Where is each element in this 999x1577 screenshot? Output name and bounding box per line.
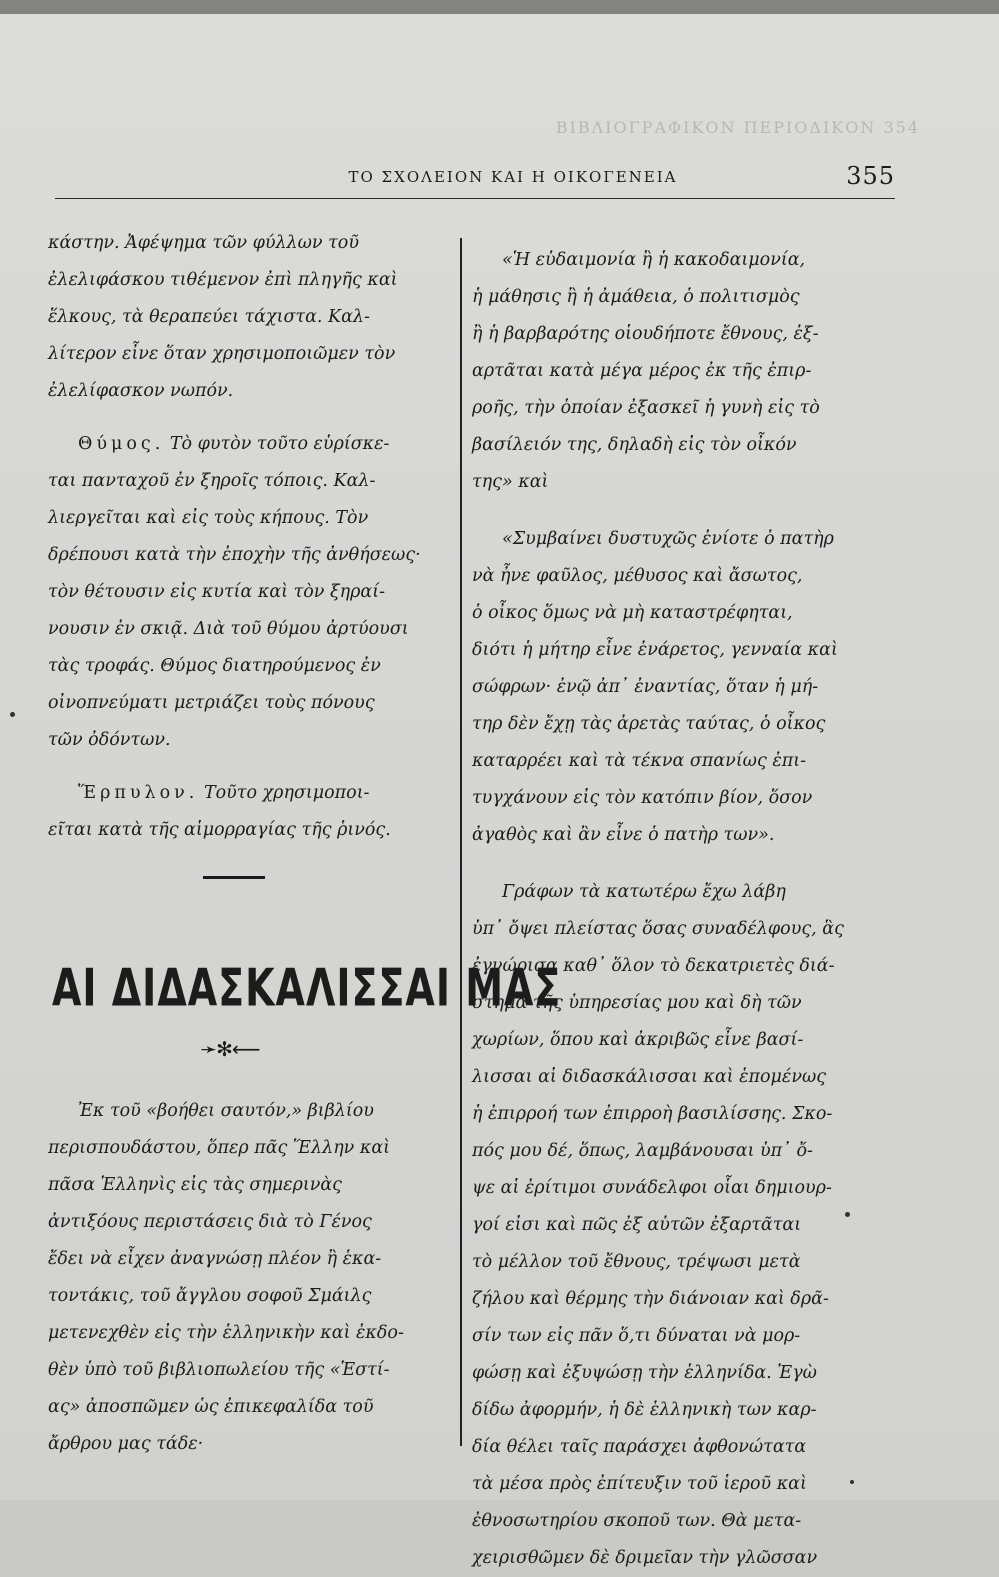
text-line: ἔδει νὰ εἶχεν ἀναγνώσῃ πλέον ἢ ἑκα- (48, 1249, 382, 1269)
header-rule (55, 198, 895, 199)
left-column (48, 225, 448, 849)
text-line: λίτερον εἶνε ὅταν χρησιμοποιῶμεν τὸν (48, 344, 396, 364)
entry-text: Τὸ φυτὸν τοῦτο εὑρίσκε- (164, 434, 390, 454)
paragraph-herpylon (48, 775, 448, 849)
title-ornament: ➛✻⟵ (200, 1037, 260, 1061)
ink-speck (10, 712, 15, 717)
running-head: ΤΟ ΣΧΟΛΕΙΟΝ ΚΑΙ Η ΟΙΚΟΓΕΝΕΙΑ (348, 168, 678, 186)
quote-paragraph-2 (472, 521, 892, 854)
text-line: διότι ἡ μήτηρ εἶνε ἐνάρετος, γενναία καὶ (472, 640, 838, 660)
text-line: τὰ μέσα πρὸς ἐπίτευξιν τοῦ ἱεροῦ καὶ (472, 1474, 807, 1494)
text-line: δία θέλει ταῖς παράσχει ἀφθονώτατα (472, 1437, 807, 1457)
text-line: ἕλκους, τὰ θεραπεύει τάχιστα. Καλ- (48, 307, 370, 327)
text-line: κάστην. Ἀφέψημα τῶν φύλλων τοῦ (48, 233, 359, 253)
text-line: δίδω ἀφορμήν, ἡ δὲ ἑλληνικὴ των καρ- (472, 1400, 817, 1420)
text-line: τηρ δὲν ἔχῃ τὰς ἀρετὰς ταύτας, ὁ οἶκος (472, 714, 826, 734)
entry-term: Ἕρπυλον. (78, 783, 199, 803)
text-line: ἄρθρου μας τάδε· (48, 1434, 204, 1454)
text-line: μετενεχθὲν εἰς τὴν ἑλληνικὴν καὶ ἐκδο- (48, 1323, 404, 1343)
text-line: «Ἡ εὐδαιμονία ἢ ἡ κακοδαιμονία, (502, 250, 806, 270)
text-line: τῶν ὀδόντων. (48, 730, 171, 750)
text-line: τὸν θέτουσιν εἰς κυτία καὶ τὸν ξηραί- (48, 582, 386, 602)
paragraph-intro (48, 1093, 448, 1463)
text-line: καταρρέει καὶ τὰ τέκνα σπανίως ἐπι- (472, 751, 806, 771)
text-line: ἐλελίφασκον νωπόν. (48, 381, 234, 401)
text-line: ψε αἱ ἐρίτιμοι συνάδελφοι οἷαι δημιουρ- (472, 1178, 832, 1198)
text-line: νὰ ἦνε φαῦλος, μέθυσος καὶ ἄσωτος, (472, 566, 803, 586)
text-line: Γράφων τὰ κατωτέρω ἔχω λάβη (502, 882, 786, 902)
text-line: φώσῃ καὶ ἐξυψώσῃ τὴν ἑλληνίδα. Ἐγὼ (472, 1363, 817, 1383)
text-line: χειρισθῶμεν δὲ δριμεῖαν τὴν γλῶσσαν (472, 1548, 818, 1568)
text-line: ζήλου καὶ θέρμης τὴν διάνοιαν καὶ δρᾶ- (472, 1289, 829, 1309)
text-line: Ἐκ τοῦ «βοήθει σαυτόν,» βιβλίου (78, 1101, 374, 1121)
text-line: τοντάκις, τοῦ ἄγγλου σοφοῦ Σμάιλς (48, 1286, 372, 1306)
left-column-article (48, 1093, 448, 1463)
text-line: ἀγαθὸς καὶ ἂν εἶνε ὁ πατὴρ των». (472, 825, 775, 845)
text-line: αρτᾶται κατὰ μέγα μέρος ἐκ τῆς ἐπιρ- (472, 361, 812, 381)
text-line: οἰνοπνεύματι μετριάζει τοὺς πόνους (48, 693, 375, 713)
text-line: γοί εἰσι καὶ πῶς ἐξ αὐτῶν ἐξαρτᾶται (472, 1215, 802, 1235)
text-line: τυγχάνουν εἰς τὸν κατόπιν βίον, ὅσον (472, 788, 813, 808)
text-line: ται πανταχοῦ ἐν ξηροῖς τόποις. Καλ- (48, 471, 376, 491)
text-line: περισπουδάστου, ὅπερ πᾶς Ἕλλην καὶ (48, 1138, 391, 1158)
text-line: ροῆς, τὴν ὁποίαν ἐξασκεῖ ἡ γυνὴ εἰς τὸ (472, 398, 820, 418)
section-separator-rule (203, 876, 265, 879)
scan-edge-shadow (0, 0, 999, 14)
ink-speck (850, 1480, 854, 1484)
text-line: βασίλειόν της, δηλαδὴ εἰς τὸν οἶκόν (472, 435, 797, 455)
quote-paragraph-1 (472, 242, 892, 501)
text-line: τὰς τροφάς. Θύμος διατηρούμενος ἐν (48, 656, 381, 676)
text-line (48, 426, 448, 463)
text-line: «Συμβαίνει δυστυχῶς ἐνίοτε ὁ πατὴρ (502, 529, 834, 549)
text-line: ἡ ἐπιρροή των ἐπιρροὴ βασιλίσσης. Σκο- (472, 1104, 833, 1124)
ink-speck (845, 1212, 850, 1217)
right-column (472, 242, 892, 1577)
text-line: ὑπ᾽ ὄψει πλείστας ὅσας συναδέλφους, ἃς (472, 919, 844, 939)
text-line: εῖται κατὰ τῆς αἱμορραγίας τῆς ῥινός. (48, 820, 391, 840)
text-line: σώφρων· ἐνῷ ἀπ᾽ ἐναντίας, ὅταν ἡ μή- (472, 677, 819, 697)
text-line (48, 775, 448, 812)
text-line: λιεργεῖται καὶ εἰς τοὺς κήπους. Τὸν (48, 508, 369, 528)
text-line: ὁ οἶκος ὅμως νὰ μὴ καταστρέφηται, (472, 603, 793, 623)
entry-term: Θύμος. (78, 434, 165, 454)
text-line: της» καὶ (472, 472, 549, 492)
text-line: πός μου δέ, ὅπως, λαμβάνουσαι ὑπ᾽ ὄ- (472, 1141, 813, 1161)
text-line: ἀντιξόους περιστάσεις διὰ τὸ Γένος (48, 1212, 372, 1232)
text-line: δρέπουσι κατὰ τὴν ἐποχὴν τῆς ἀνθήσεως· (48, 545, 421, 565)
text-line: νουσιν ἐν σκιᾷ. Διὰ τοῦ θύμου ἀρτύουσι (48, 619, 409, 639)
body-paragraph (472, 874, 892, 1577)
text-line: λισσαι αἱ διδασκάλισσαι καὶ ἑπομένως (472, 1067, 827, 1087)
text-line: στημα τῆς ὑπηρεσίας μου καὶ δὴ τῶν (472, 993, 802, 1013)
page-number: 355 (846, 162, 895, 190)
article-title: ΑΙ ΔΙΔΑΣΚΑΛΙΣΣΑΙ ΜΑΣ (52, 958, 562, 1018)
text-line: ἐγνώρισα καθ᾽ ὅλον τὸ δεκατριετὲς διά- (472, 956, 835, 976)
text-line: ἢ ἡ βαρβαρότης οἱουδήποτε ἔθνους, ἐξ- (472, 324, 819, 344)
column-divider (460, 238, 462, 1446)
paragraph-thymos (48, 426, 448, 759)
text-line: σίν των εἰς πᾶν ὅ,τι δύναται νὰ μορ- (472, 1326, 801, 1346)
bleed-through-text: ΒΙΒΛΙΟΓΡΑΦΙΚΟΝ ΠΕΡΙΟΔΙΚΟΝ 354 (555, 118, 920, 137)
text-line: τὸ μέλλον τοῦ ἔθνους, τρέψωσι μετὰ (472, 1252, 801, 1272)
page-header (55, 162, 895, 196)
text-line: ἐλελιφάσκου τιθέμενον ἐπὶ πληγῆς καὶ (48, 270, 398, 290)
text-line: πᾶσα Ἑλληνὶς εἰς τὰς σημερινὰς (48, 1175, 342, 1195)
text-line: ας» ἀποσπῶμεν ὡς ἐπικεφαλίδα τοῦ (48, 1397, 374, 1417)
entry-text: Τοῦτο χρησιμοποι- (198, 783, 370, 803)
text-line: θὲν ὑπὸ τοῦ βιβλιοπωλείου τῆς «Ἑστί- (48, 1360, 390, 1380)
paragraph-elelifaskos (48, 225, 448, 410)
text-line: χωρίων, ὅπου καὶ ἀκριβῶς εἶνε βασί- (472, 1030, 804, 1050)
text-line: ἡ μάθησις ἢ ἡ ἀμάθεια, ὁ πολιτισμὸς (472, 287, 800, 307)
text-line: ἐθνοσωτηρίου σκοποῦ των. Θὰ μετα- (472, 1511, 802, 1531)
